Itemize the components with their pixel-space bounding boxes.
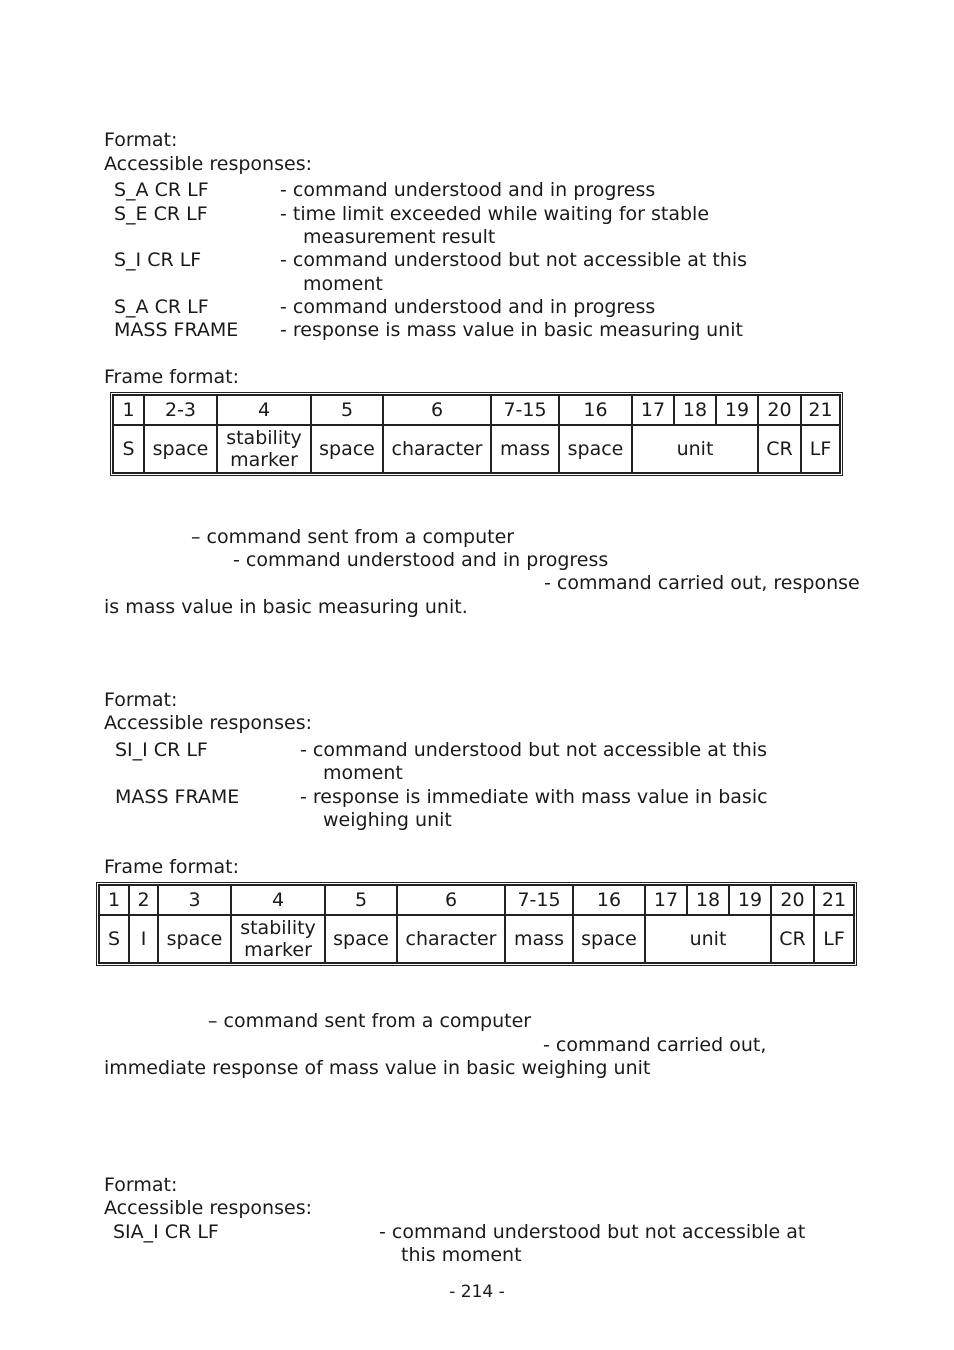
response-description: - time limit exceeded while waiting for stable	[280, 203, 710, 225]
table-cell: LF	[814, 915, 854, 963]
response-description: - command understood and in progress	[280, 296, 656, 318]
table-cell: 7-15	[505, 885, 573, 915]
table-cell: 20	[771, 885, 814, 915]
response-code: SI_I CR LF	[115, 739, 208, 761]
table-cell: 21	[801, 395, 840, 425]
table-cell: 20	[758, 395, 801, 425]
table-row	[99, 915, 854, 963]
table-cell: space	[158, 915, 231, 963]
table-cell: CR	[771, 915, 814, 963]
table-cell: mass	[491, 425, 559, 473]
table-header-row	[113, 395, 840, 425]
format-label: Format:	[104, 689, 178, 711]
table-cell: unit	[645, 915, 771, 963]
response-code: S_A CR LF	[114, 179, 209, 201]
table-cell: 3	[158, 885, 231, 915]
response-description-cont: moment	[303, 273, 383, 295]
response-code: S_E CR LF	[114, 203, 208, 225]
table-cell: 21	[814, 885, 854, 915]
table-cell: S	[99, 915, 129, 963]
frame-format-table	[110, 392, 843, 476]
table-cell: space	[325, 915, 397, 963]
frame-format-label: Frame format:	[104, 856, 240, 878]
example-text: - command understood and in progress	[233, 549, 609, 571]
response-description-cont: moment	[323, 762, 403, 784]
response-code: MASS FRAME	[114, 319, 239, 341]
table-cell: LF	[801, 425, 840, 473]
table-cell: 4	[231, 885, 325, 915]
table-cell: character	[397, 915, 505, 963]
table-cell: mass	[505, 915, 573, 963]
table-cell: 18	[674, 395, 716, 425]
frame-format-label: Frame format:	[104, 366, 240, 388]
responses-label: Accessible responses:	[104, 153, 312, 175]
table-cell: stability marker	[217, 425, 311, 473]
table-cell: space	[144, 425, 217, 473]
table-cell: I	[129, 915, 158, 963]
responses-label: Accessible responses:	[104, 712, 312, 734]
table-cell: 17	[632, 395, 674, 425]
response-description-cont: this moment	[401, 1244, 522, 1266]
response-description: - command understood but not accessible at	[379, 1221, 806, 1243]
example-text: – command sent from a computer	[208, 1010, 532, 1032]
table-header-row	[99, 885, 854, 915]
table-cell: unit	[632, 425, 758, 473]
response-code: S_A CR LF	[114, 296, 209, 318]
format-label: Format:	[104, 1174, 178, 1196]
table-cell: 5	[325, 885, 397, 915]
table-cell: 4	[217, 395, 311, 425]
table-row	[113, 425, 840, 473]
example-text: - command carried out, response	[544, 572, 860, 594]
frame-format-table	[96, 882, 857, 966]
table-cell: 18	[687, 885, 729, 915]
table-cell: 16	[559, 395, 632, 425]
response-description-cont: measurement result	[303, 226, 496, 248]
table-cell: CR	[758, 425, 801, 473]
table-cell: 17	[645, 885, 687, 915]
example-text: – command sent from a computer	[191, 526, 515, 548]
table-cell: S	[113, 425, 144, 473]
table-cell: 2	[129, 885, 158, 915]
table-cell: space	[311, 425, 383, 473]
table-cell: 6	[397, 885, 505, 915]
response-code: S_I CR LF	[114, 249, 202, 271]
response-description: - command understood and in progress	[280, 179, 656, 201]
format-label: Format:	[104, 129, 178, 151]
table-cell: space	[559, 425, 632, 473]
response-code: MASS FRAME	[115, 786, 240, 808]
response-description: - response is mass value in basic measuring unit	[280, 319, 743, 341]
response-description-cont: weighing unit	[323, 809, 452, 831]
table-cell: 19	[729, 885, 771, 915]
table-cell: stability marker	[231, 915, 325, 963]
table-cell: 1	[99, 885, 129, 915]
response-description: - command understood but not accessible at this	[280, 249, 748, 271]
table-cell: 7-15	[491, 395, 559, 425]
example-text: - command carried out,	[543, 1034, 767, 1056]
response-description: - command understood but not accessible at this	[300, 739, 768, 761]
table-cell: 19	[716, 395, 758, 425]
table-cell: 5	[311, 395, 383, 425]
table-cell: character	[383, 425, 491, 473]
response-code: SIA_I CR LF	[113, 1221, 219, 1243]
response-description: - response is immediate with mass value in basic	[300, 786, 768, 808]
table-cell: 2-3	[144, 395, 217, 425]
table-cell: 1	[113, 395, 144, 425]
table-cell: 16	[573, 885, 645, 915]
responses-label: Accessible responses:	[104, 1197, 312, 1219]
table-cell: 6	[383, 395, 491, 425]
example-text: is mass value in basic measuring unit.	[104, 596, 468, 618]
table-cell: space	[573, 915, 645, 963]
example-text: immediate response of mass value in basic weighing unit	[104, 1057, 651, 1079]
page-number: - 214 -	[449, 1282, 505, 1302]
